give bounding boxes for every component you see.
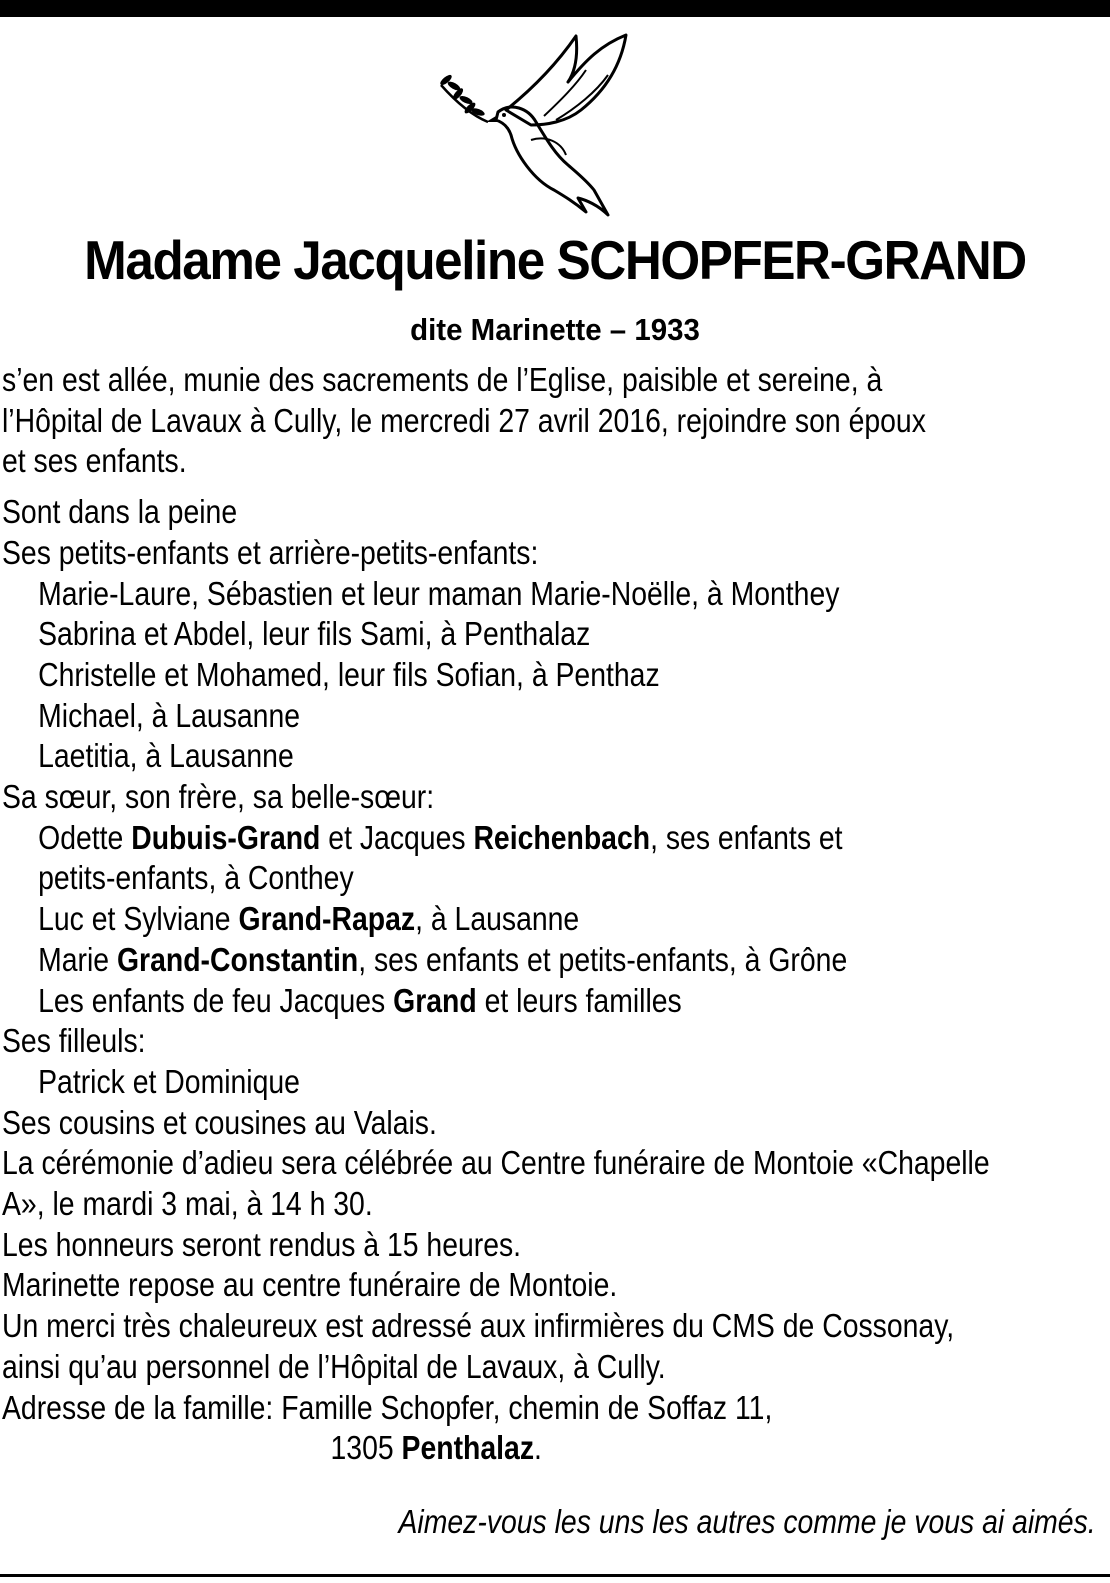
ceremony-line: Marinette repose au centre funéraire de Montoie. <box>2 1266 618 1304</box>
announcement-line: l’Hôpital de Lavaux à Cully, le mercredi 27 avril 2016, rejoindre son époux <box>2 401 926 439</box>
siblings-item: Les enfants de feu Jacques Grand et leurs familles <box>38 981 682 1019</box>
family-address-city: 1305 Penthalaz. <box>330 1429 542 1467</box>
grandchildren-item: Christelle et Mohamed, leur fils Sofian, à Penthaz <box>38 655 660 693</box>
siblings-item: Luc et Sylviane Grand-Rapaz, à Lausanne <box>38 900 580 938</box>
announcement-line: et ses enfants. <box>2 442 187 480</box>
notice-body <box>2 360 1000 1469</box>
bottom-border <box>0 1574 1110 1577</box>
dove-with-olive-branch-icon <box>436 30 636 220</box>
nickname-and-birth-year: dite Marinette – 1933 <box>410 312 700 347</box>
siblings-heading: Sa sœur, son frère, sa belle-sœur: <box>2 778 435 816</box>
grandchildren-item: Sabrina et Abdel, leur fils Sami, à Penthalaz <box>38 615 591 653</box>
grandchildren-item: Laetitia, à Lausanne <box>38 737 294 775</box>
mourners-intro: Sont dans la peine <box>2 493 238 531</box>
ceremony-line: La cérémonie d’adieu sera célébrée au Centre funéraire de Montoie «Chapelle <box>2 1144 990 1182</box>
siblings-item: Marie Grand-Constantin, ses enfants et petits-enfants, à Grône <box>38 940 848 978</box>
grandchildren-item: Michael, à Lausanne <box>38 696 301 734</box>
top-border <box>0 0 1110 17</box>
grandchildren-item: Marie-Laure, Sébastien et leur maman Marie-Noëlle, à Monthey <box>38 574 840 612</box>
announcement-line: s’en est allée, munie des sacrements de l’Eglise, paisible et sereine, à <box>2 361 883 398</box>
cousins-line: Ses cousins et cousines au Valais. <box>2 1103 437 1141</box>
closing-quote: Aimez-vous les uns les autres comme je vous ai aimés. <box>398 1503 1096 1540</box>
ceremony-line: ainsi qu’au personnel de l’Hôpital de Lavaux, à Cully. <box>2 1347 666 1385</box>
ceremony-line: A», le mardi 3 mai, à 14 h 30. <box>2 1185 373 1223</box>
godchildren-item: Patrick et Dominique <box>38 1062 300 1100</box>
grandchildren-heading: Ses petits-enfants et arrière-petits-enfants: <box>2 533 539 571</box>
ceremony-line: Un merci très chaleureux est adressé aux infirmières du CMS de Cossonay, <box>2 1307 955 1345</box>
deceased-name: Madame Jacqueline SCHOPFER-GRAND <box>84 229 1026 291</box>
family-address-line: Adresse de la famille: Famille Schopfer, chemin de Soffaz 11, <box>2 1388 773 1426</box>
siblings-item-continued: petits-enfants, à Conthey <box>38 859 354 897</box>
ceremony-line: Les honneurs seront rendus à 15 heures. <box>2 1225 522 1263</box>
godchildren-heading: Ses filleuls: <box>2 1022 146 1060</box>
siblings-item: Odette Dubuis-Grand et Jacques Reichenbach, ses enfants et <box>38 818 843 856</box>
